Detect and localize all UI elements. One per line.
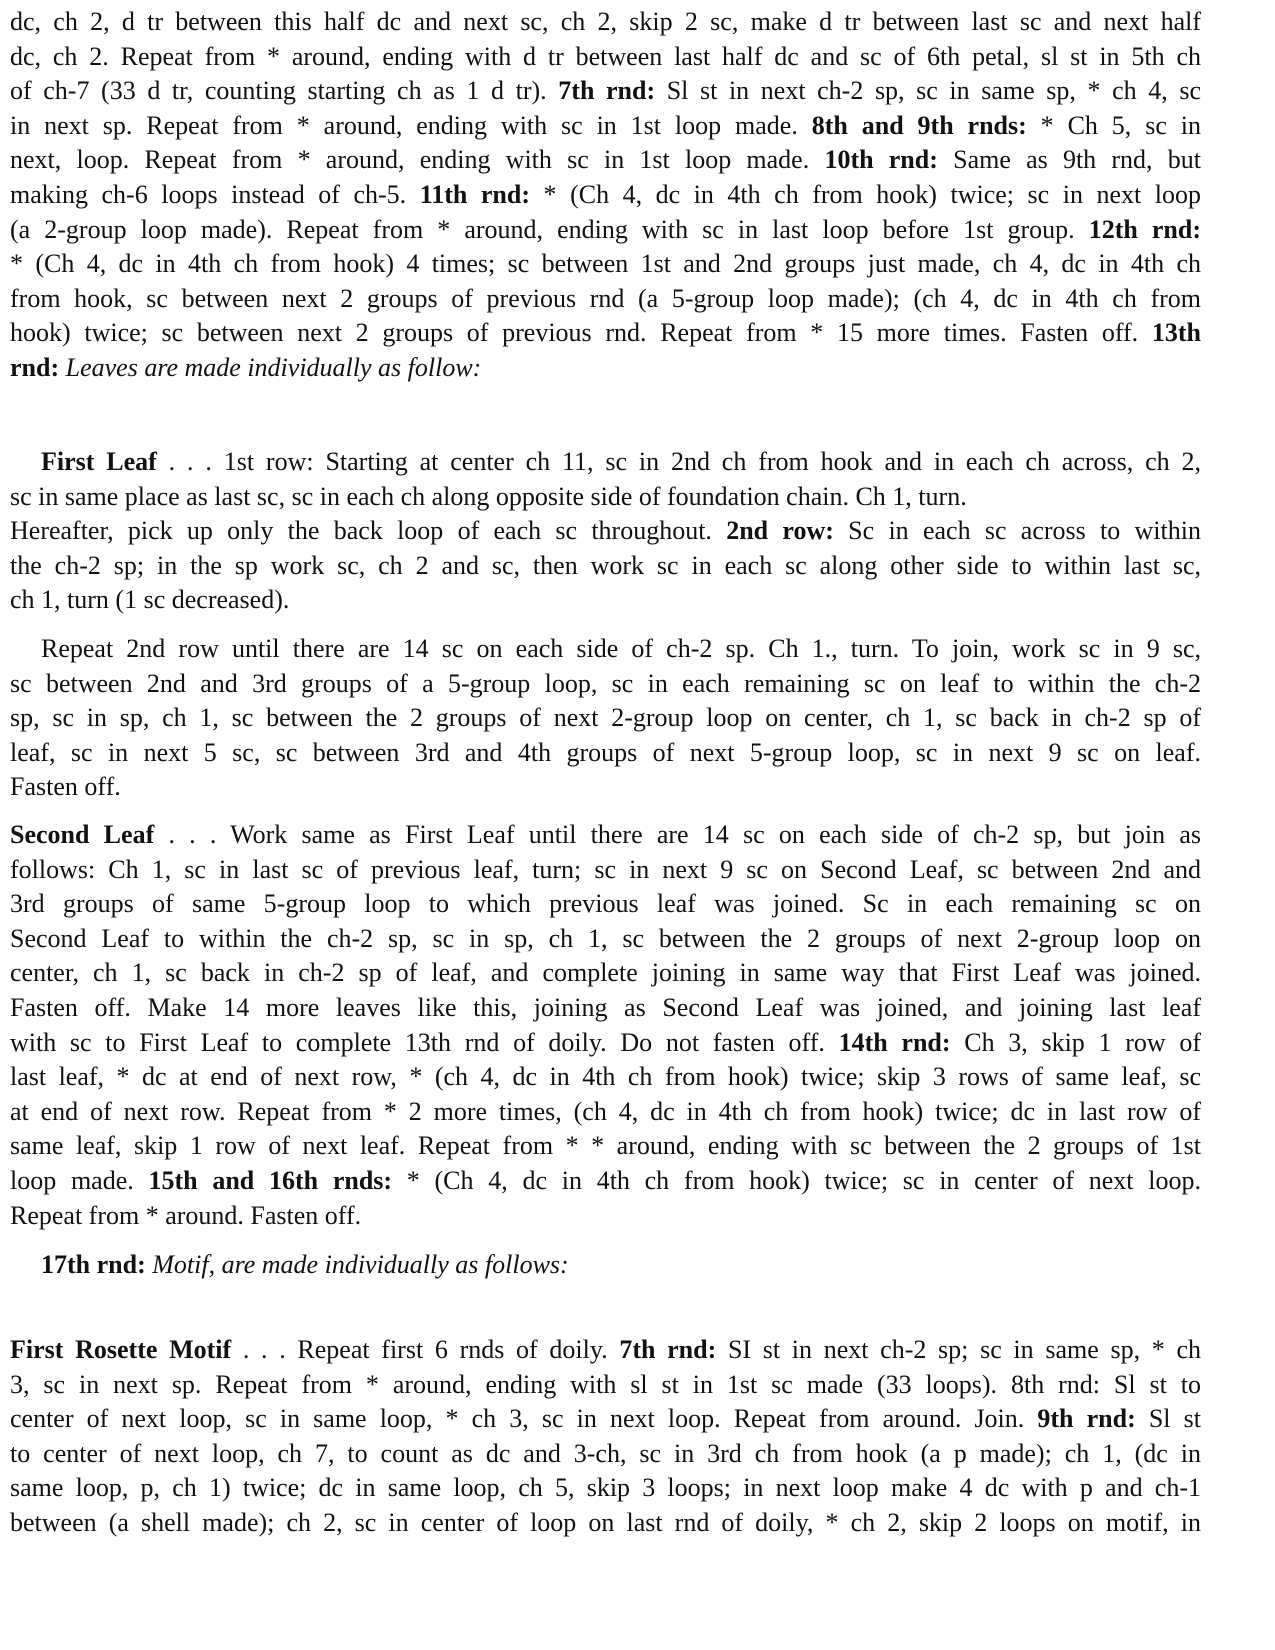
body-text: next, loop. Repeat from * around, ending with sc in 1st loop made. (10, 145, 825, 175)
body-text: sc between 2nd and 3rd groups of a 5-group loop, sc in each remaining sc on leaf to within the ch-2 (10, 668, 1201, 698)
text-line (10, 1060, 1201, 1095)
text-line (10, 1164, 1201, 1199)
text-line (10, 632, 1201, 667)
paragraph (10, 818, 1201, 1233)
bold-heading-text: Second Leaf (10, 820, 155, 849)
body-text: follows: Ch 1, sc in last sc of previous leaf, turn; sc in next 9 sc on Second Leaf, sc between 2nd and (10, 854, 1201, 884)
body-text: * (Ch 4, dc in 4th ch from hook) 4 times; sc between 1st and 2nd groups just made, ch 4, dc in 4th ch (10, 249, 1201, 279)
body-text: dc, ch 2, d tr between this half dc and next sc, ch 2, skip 2 sc, make d tr between last sc and next half (10, 7, 1201, 36)
body-text: with sc to First Leaf to complete 13th rnd of doily. Do not fasten off. (10, 1027, 839, 1057)
bold-heading-text: 7th rnd: (558, 76, 656, 106)
text-line (10, 282, 1201, 317)
bold-heading-text: 11th rnd: (419, 179, 531, 209)
bold-heading-text: 10th rnd: (824, 145, 938, 175)
body-text: (a 2-group loop made). Repeat from * around, ending with sc in last loop before 1st group. (10, 214, 1089, 244)
text-line (10, 818, 1201, 853)
body-text: of ch-7 (33 d tr, counting starting ch as 1 d tr). (10, 76, 559, 106)
body-text: Ch 3, skip 1 row of (950, 1027, 1201, 1057)
body-text: 3, sc in next sp. Repeat from * around, ending with sl st in 1st sc made (33 loops). 8th rnd: Sl st to (10, 1369, 1201, 1399)
paragraph (10, 1333, 1201, 1541)
bold-heading-text: 17th rnd: (41, 1250, 146, 1279)
text-line (10, 143, 1201, 178)
text-line (10, 1471, 1201, 1506)
text-line (10, 667, 1201, 702)
body-text: to center of next loop, ch 7, to count as dc and 3-ch, sc in 3rd ch from hook (a p made); ch 1, (dc in (10, 1438, 1201, 1468)
paragraph (10, 445, 1201, 618)
body-text: sp, sc in sp, ch 1, sc between the 2 groups of next 2-group loop on center, ch 1, sc back in ch-2 sp of (10, 703, 1201, 733)
body-text: * (Ch 4, dc in 4th ch from hook) twice; sc in next loop (530, 179, 1201, 209)
body-text: Repeat 2nd row until there are 14 sc on each side of ch-2 sp. Ch 1., turn. To join, work sc in 9 sc, (41, 634, 1201, 663)
text-line (10, 1368, 1201, 1403)
body-text: the ch-2 sp; in the sp work sc, ch 2 and sc, then work sc in each sc along other side to within last sc, (10, 550, 1201, 580)
text-line (10, 445, 1201, 480)
body-text: last leaf, * dc at end of next row, * (ch 4, dc in 4th ch from hook) twice; skip 3 rows of same leaf, sc (10, 1062, 1201, 1092)
body-text: Repeat from * around. Fasten off. (10, 1200, 362, 1230)
text-line (10, 1506, 1201, 1541)
text-line (10, 351, 1201, 386)
bold-heading-text: 14th rnd: (838, 1027, 951, 1057)
text-line (10, 74, 1201, 109)
text-line (10, 549, 1201, 584)
body-text: leaf, sc in next 5 sc, sc between 3rd and 4th groups of next 5-group loop, sc in next 9 sc on leaf. (10, 737, 1201, 767)
paragraph (10, 5, 1201, 386)
body-text: . . . Work same as First Leaf until there are 14 sc on each side of ch-2 sp, but join as (154, 820, 1202, 849)
body-text: in next sp. Repeat from * around, ending with sc in 1st loop made. (10, 110, 812, 140)
text-line (10, 213, 1201, 248)
body-text: Hereafter, pick up only the back loop of each sc throughout. (10, 516, 727, 546)
body-text: . . . 1st row: Starting at center ch 11, sc in 2nd ch from hook and in each ch across, ch 2, (156, 447, 1201, 476)
bold-heading-text: 9th rnd: (1037, 1404, 1136, 1434)
text-line (10, 583, 1201, 618)
text-line (10, 853, 1201, 888)
bold-heading-text: 12th rnd: (1088, 214, 1201, 244)
body-text: hook) twice; sc between next 2 groups of previous rnd. Repeat from * 15 more times. Fasten off. (10, 318, 1152, 348)
body-text: Sl st in next ch-2 sp, sc in same sp, * ch 4, sc (655, 76, 1201, 106)
text-line (10, 736, 1201, 771)
body-text: center, ch 1, sc back in ch-2 sp of leaf, and complete joining in same way that First Leaf was joined. (10, 958, 1201, 988)
body-text: * Ch 5, sc in (1026, 110, 1201, 140)
body-text: between (a shell made); ch 2, sc in center of loop on last rnd of doily, * ch 2, skip 2 loops on motif, in (10, 1507, 1201, 1537)
body-text: Same as 9th rnd, but (937, 145, 1201, 175)
paragraph (10, 632, 1201, 805)
bold-heading-text: 8th and 9th rnds: (811, 110, 1027, 140)
text-line (10, 1437, 1201, 1472)
bold-heading-text: 2nd row: (726, 516, 834, 546)
body-text: * (Ch 4, dc in 4th ch from hook) twice; sc in center of next loop. (392, 1165, 1201, 1195)
text-line (10, 1402, 1201, 1437)
body-text: sc in same place as last sc, sc in each ch along opposite side of foundation chain. Ch 1, turn. (10, 481, 967, 511)
body-text: ch 1, turn (1 sc decreased). (10, 585, 290, 615)
text-line (10, 922, 1201, 957)
text-line (10, 480, 1201, 515)
body-text: from hook, sc between next 2 groups of previous rnd (a 5-group loop made); (ch 4, dc in 4th ch from (10, 283, 1201, 313)
text-line (10, 178, 1201, 213)
body-text: Second Leaf to within the ch-2 sp, sc in sp, ch 1, sc between the 2 groups of next 2-group loop on (10, 923, 1201, 953)
text-line (10, 956, 1201, 991)
text-line (10, 1248, 1201, 1283)
text-line (10, 40, 1201, 75)
body-text: same leaf, skip 1 row of next leaf. Repeat from * * around, ending with sc between the 2 groups of 1st (10, 1131, 1201, 1161)
italic-text: Motif, are made individually as follows: (145, 1250, 569, 1279)
body-text: Sl st (1135, 1404, 1201, 1434)
body-text: same loop, p, ch 1) twice; dc in same loop, ch 5, skip 3 loops; in next loop make 4 dc with p and ch-1 (10, 1473, 1201, 1503)
text-line (10, 991, 1201, 1026)
text-line (10, 1129, 1201, 1164)
text-line (10, 1333, 1201, 1368)
text-line (10, 514, 1201, 549)
text-line (10, 1199, 1201, 1234)
bold-heading-text: 13th (1151, 318, 1201, 348)
text-line (10, 701, 1201, 736)
text-line (10, 1095, 1201, 1130)
body-text: dc, ch 2. Repeat from * around, ending with d tr between last half dc and sc of 6th petal, sl st in 5th ch (10, 41, 1201, 71)
text-line (10, 5, 1201, 40)
italic-text: Leaves are made individually as follow: (59, 352, 482, 382)
text-line (10, 770, 1201, 805)
body-text: . . . Repeat first 6 rnds of doily. (231, 1335, 620, 1364)
body-text: Sc in each sc across to within (833, 516, 1201, 546)
body-text: Fasten off. Make 14 more leaves like this, joining as Second Leaf was joined, and joining last leaf (10, 992, 1201, 1022)
bold-heading-text: First Rosette Motif (10, 1335, 232, 1364)
body-text: at end of next row. Repeat from * 2 more times, (ch 4, dc in 4th ch from hook) twice; dc in last row of (10, 1096, 1201, 1126)
text-line (10, 247, 1201, 282)
body-text: loop made. (10, 1165, 149, 1195)
text-line (10, 316, 1201, 351)
text-line (10, 1026, 1201, 1061)
text-line (10, 887, 1201, 922)
bold-heading-text: rnd: (10, 352, 60, 382)
body-text: center of next loop, sc in same loop, * ch 3, sc in next loop. Repeat from around. Join. (10, 1404, 1038, 1434)
text-line (10, 109, 1201, 144)
body-text: making ch-6 loops instead of ch-5. (10, 179, 420, 209)
body-text: 3rd groups of same 5-group loop to which previous leaf was joined. Sc in each remaining sc on (10, 889, 1201, 919)
bold-heading-text: 7th rnd: (619, 1335, 717, 1364)
paragraph (10, 1248, 1201, 1283)
bold-heading-text: 15th and 16th rnds: (148, 1165, 393, 1195)
body-text: Fasten off. (10, 772, 121, 802)
body-text: SI st in next ch-2 sp; sc in same sp, * ch (716, 1335, 1201, 1364)
bold-heading-text: First Leaf (41, 447, 157, 476)
